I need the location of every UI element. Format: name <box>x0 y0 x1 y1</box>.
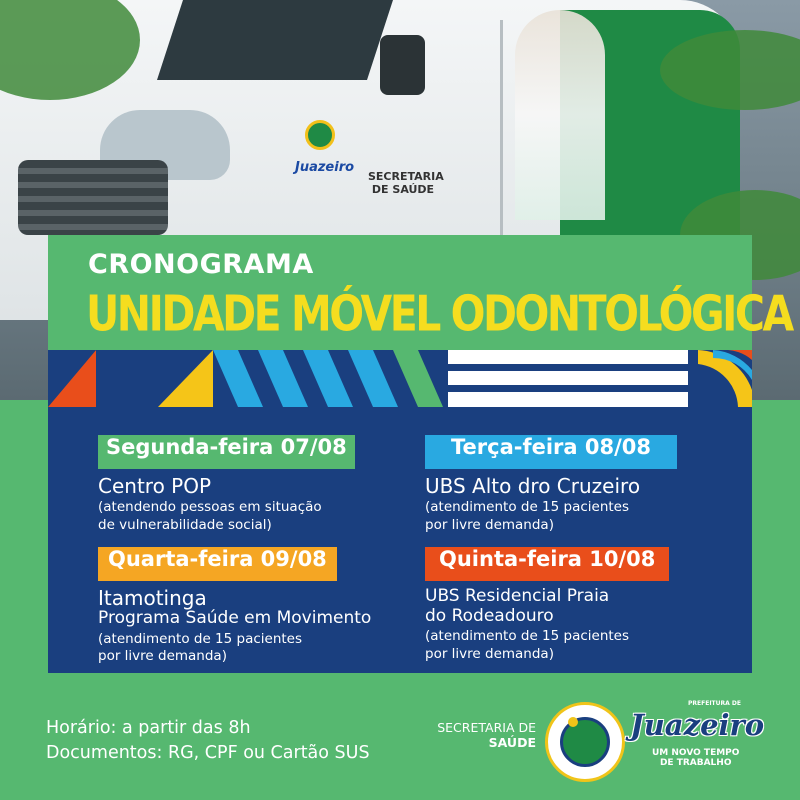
schedule-card-monday <box>98 435 398 534</box>
seal-shield <box>560 717 610 767</box>
prefeitura-logo <box>630 700 765 780</box>
note-line: de vulnerabilidade social) <box>98 516 272 533</box>
logo-top-text: PREFEITURA DE <box>688 700 741 707</box>
location-name: UBS Alto dro Cruzeiro <box>425 474 641 498</box>
schedule-card-wednesday <box>98 547 418 666</box>
department-label <box>432 720 536 750</box>
note-line: (atendimento de 15 pacientes <box>98 630 303 647</box>
van-mirror <box>380 35 425 95</box>
van-door-line <box>500 20 503 250</box>
logo-slogan <box>652 749 739 769</box>
day-badge: Quinta-feira 10/08 <box>425 547 669 581</box>
stripes-graphic <box>48 350 752 407</box>
location-name: Centro POP <box>98 474 212 498</box>
van-windshield <box>157 0 393 80</box>
dentist-figure <box>515 10 605 220</box>
van-department-text: SECRETARIA DE SAÚDE <box>368 170 444 197</box>
page-subtitle: UNIDADE MÓVEL ODONTOLÓGICA <box>86 285 792 343</box>
department-line1: SECRETARIA DE <box>437 720 536 735</box>
seal-sun <box>568 717 578 727</box>
note-line: (atendimento de 15 pacientes <box>425 628 630 645</box>
van-emblem-icon <box>305 120 335 150</box>
schedule-card-thursday <box>425 547 725 663</box>
location-name: UBS Residencial Praia <box>425 586 610 606</box>
schedule-card-tuesday <box>425 435 725 534</box>
location-program: Programa Saúde em Movimento <box>98 608 372 628</box>
location-name-cont: do Rodeadouro <box>425 605 554 626</box>
logo-slogan-line2: DE TRABALHO <box>659 757 732 768</box>
day-badge: Segunda-feira 07/08 <box>98 435 355 469</box>
note-line: (atendendo pessoas em situação <box>98 499 322 515</box>
note-line: por livre demanda) <box>425 516 554 533</box>
van-brand-text: Juazeiro <box>295 160 355 175</box>
hours-text: Horário: a partir das 8h <box>46 718 251 738</box>
van-grille <box>18 160 168 235</box>
logo-brand-text: Juazeiro <box>630 708 765 742</box>
documents-text: Documentos: RG, CPF ou Cartão SUS <box>46 743 370 764</box>
day-badge: Terça-feira 08/08 <box>425 435 677 469</box>
footer-info <box>46 716 370 767</box>
location-name: Itamotinga <box>98 586 207 610</box>
page-title: CRONOGRAMA <box>88 249 314 280</box>
logo-slogan-line1: UM NOVO TEMPO <box>652 748 740 758</box>
header-panel <box>48 235 792 407</box>
note-line: por livre demanda) <box>98 648 227 665</box>
department-line2: SAÚDE <box>488 735 536 750</box>
municipal-seal-icon <box>545 702 625 782</box>
decorative-stripes <box>48 350 752 407</box>
day-badge: Quarta-feira 09/08 <box>98 547 337 581</box>
note-line: por livre demanda) <box>425 645 554 662</box>
schedule-panel <box>48 407 752 673</box>
note-line: (atendimento de 15 pacientes <box>425 499 630 515</box>
